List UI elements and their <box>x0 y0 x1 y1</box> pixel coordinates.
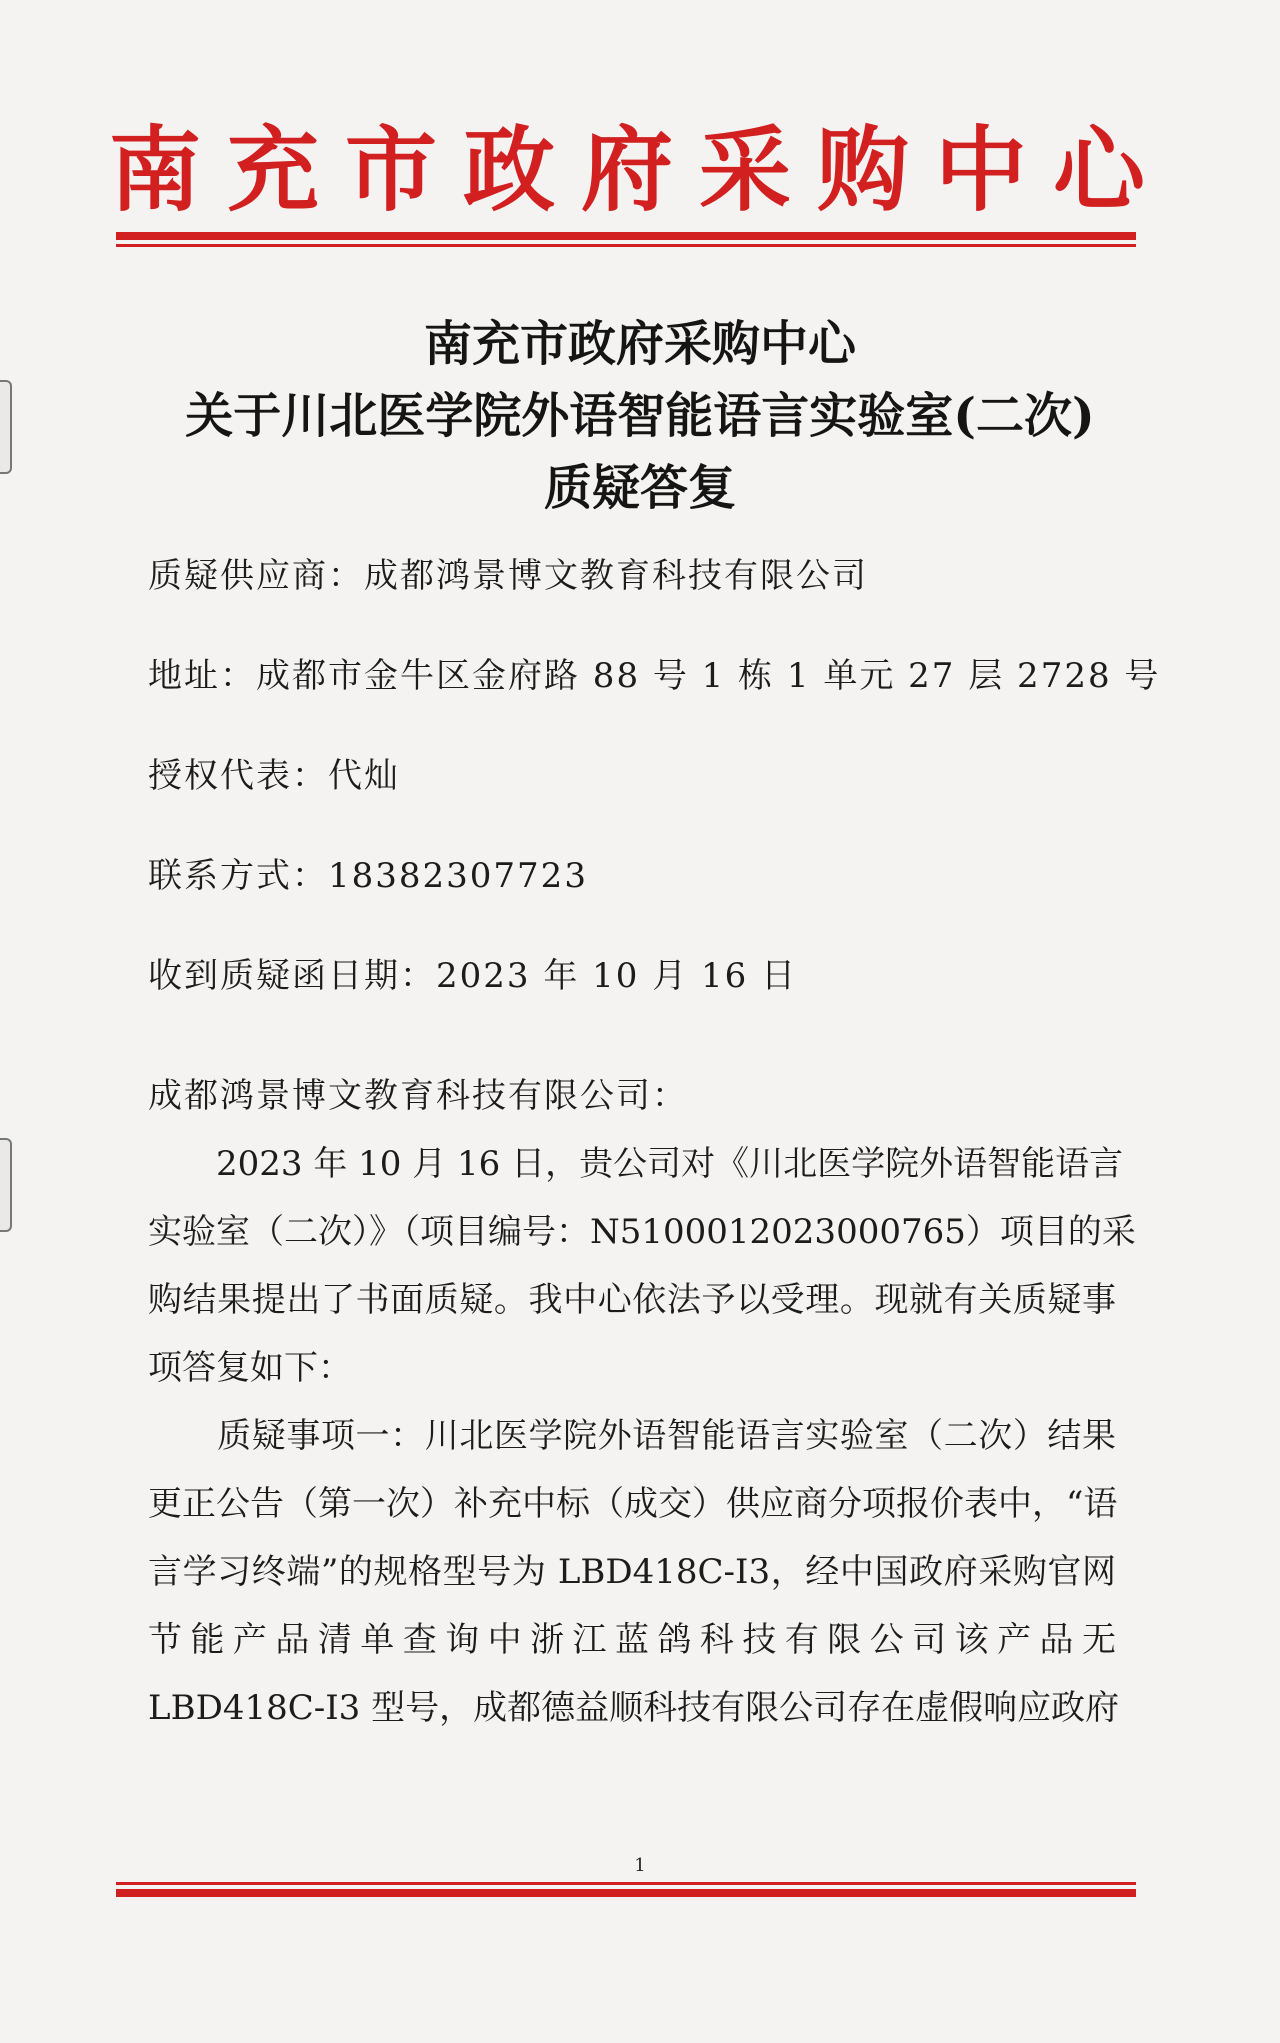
paragraph-2-line-1: 质疑事项一：川北医学院外语智能语言实验室（二次）结果 <box>148 1416 1116 1456</box>
title-line-3: 质疑答复 <box>543 460 736 516</box>
paragraph-2-line-5: LBD418C-I3 型号，成都德益顺科技有限公司存在虚假响应政府 <box>148 1688 1120 1728</box>
paragraph-1-line-1: 2023 年 10 月 16 日，贵公司对《川北医学院外语智能语言 <box>148 1144 1124 1184</box>
org-header: 南充市政府采购中心 <box>108 116 1171 224</box>
page-number: 1 <box>634 1855 646 1876</box>
paragraph-2-line-3: 言学习终端”的规格型号为 LBD418C-I3，经中国政府采购官网 <box>148 1552 1116 1592</box>
address-field: 地址：成都市金牛区金府路 88 号 1 栋 1 单元 27 层 2728 号 <box>148 656 1161 696</box>
header-red-rule <box>116 232 1136 247</box>
rule-thin <box>116 244 1136 247</box>
paragraph-2-line-4: 节能产品清单查询中浙江蓝鸽科技有限公司该产品无 <box>148 1620 1116 1660</box>
title-line-2: 关于川北医学院外语智能语言实验室(二次) <box>185 388 1095 444</box>
rule-thick <box>116 1889 1136 1897</box>
title-line-1: 南充市政府采购中心 <box>423 316 856 372</box>
letter-salutation: 成都鸿景博文教育科技有限公司： <box>148 1076 688 1116</box>
paragraph-1-line-3: 购结果提出了书面质疑。我中心依法予以受理。现就有关质疑事 <box>148 1280 1116 1320</box>
supplier-field: 质疑供应商：成都鸿景博文教育科技有限公司 <box>148 556 868 596</box>
paragraph-1-line-2: 实验室（二次）》（项目编号：N5100012023000765）项目的采 <box>148 1212 1136 1252</box>
representative-field: 授权代表：代灿 <box>148 756 400 796</box>
document-title <box>0 308 1280 524</box>
received-date-field: 收到质疑函日期：2023 年 10 月 16 日 <box>148 956 798 996</box>
binder-clip-bottom <box>0 1138 12 1232</box>
paragraph-1-line-4: 项答复如下： <box>148 1348 352 1388</box>
rule-thick <box>116 232 1136 240</box>
rule-thin <box>116 1882 1136 1885</box>
footer-red-rule <box>116 1882 1136 1897</box>
contact-field: 联系方式：18382307723 <box>148 856 588 896</box>
paragraph-2-line-2: 更正公告（第一次）补充中标（成交）供应商分项报价表中，“语 <box>148 1484 1118 1524</box>
